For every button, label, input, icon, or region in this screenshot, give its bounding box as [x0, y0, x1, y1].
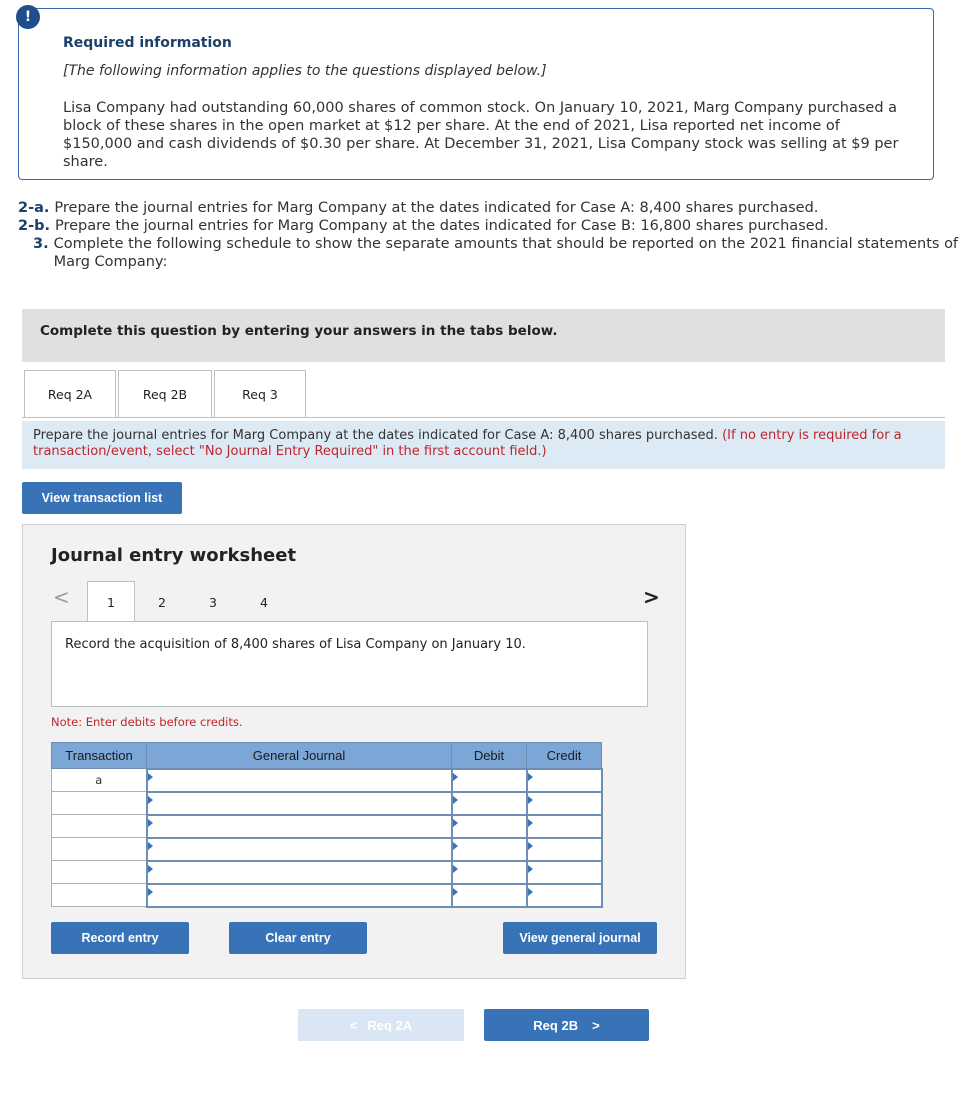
account-field[interactable] — [147, 815, 452, 838]
question-list — [18, 199, 968, 271]
question-number: 3. — [33, 236, 49, 252]
debit-field[interactable] — [452, 884, 527, 907]
transaction-cell — [52, 838, 147, 861]
table-row — [52, 792, 602, 815]
tab-divider — [22, 417, 945, 418]
transaction-cell — [52, 861, 147, 884]
next-entry-arrow-icon[interactable]: > — [643, 585, 660, 609]
table-row — [52, 884, 602, 907]
account-field[interactable] — [147, 884, 452, 907]
journal-table — [51, 742, 603, 908]
view-general-journal-button[interactable]: View general journal — [503, 922, 657, 954]
tab-req-3[interactable]: Req 3 — [214, 370, 306, 418]
transaction-cell — [52, 792, 147, 815]
previous-requirement-label: Req 2A — [367, 1017, 413, 1033]
entry-description: Record the acquisition of 8,400 shares of Lisa Company on January 10. — [65, 637, 526, 652]
transaction-cell — [52, 815, 147, 838]
account-field[interactable] — [147, 769, 452, 792]
instruction-bar — [22, 309, 945, 362]
question-text: Complete the following schedule to show the separate amounts that should be reported on the 2021 financial statements of Marg Company: — [53, 236, 959, 270]
journal-entry-worksheet — [22, 524, 686, 979]
clear-entry-button[interactable]: Clear entry — [229, 922, 367, 954]
debit-field[interactable] — [452, 861, 527, 884]
question-number: 2-b. — [18, 218, 50, 234]
debit-field[interactable] — [452, 815, 527, 838]
table-row — [52, 769, 602, 792]
question-item — [18, 199, 968, 217]
worksheet-page-4[interactable]: 4 — [260, 594, 268, 610]
column-header-general-journal: General Journal — [147, 743, 452, 769]
previous-entry-arrow-icon[interactable]: < — [53, 585, 70, 609]
worksheet-title: Journal entry worksheet — [51, 545, 297, 566]
credit-field[interactable] — [527, 815, 602, 838]
required-info-title: Required information — [63, 35, 232, 51]
debit-field[interactable] — [452, 769, 527, 792]
transaction-cell — [52, 884, 147, 907]
required-information-box — [18, 8, 934, 180]
debit-field[interactable] — [452, 838, 527, 861]
question-text: Prepare the journal entries for Marg Company at the dates indicated for Case A: 8,400 shares purchased. — [54, 200, 819, 216]
question-item — [18, 235, 968, 271]
column-header-credit: Credit — [527, 743, 602, 769]
view-transaction-list-button[interactable]: View transaction list — [22, 482, 182, 514]
credit-field[interactable] — [527, 884, 602, 907]
question-text: Prepare the journal entries for Marg Company at the dates indicated for Case B: 16,800 shares purchased. — [55, 218, 829, 234]
chevron-right-icon: > — [592, 1017, 600, 1033]
credit-field[interactable] — [527, 769, 602, 792]
journal-table-header — [52, 743, 602, 769]
tab-req-2a[interactable]: Req 2A — [24, 370, 116, 418]
debit-field[interactable] — [452, 792, 527, 815]
requirement-text: Prepare the journal entries for Marg Company at the dates indicated for Case A: 8,400 shares purchased. — [33, 428, 718, 443]
column-header-transaction: Transaction — [52, 743, 147, 769]
next-requirement-label: Req 2B — [533, 1017, 579, 1033]
worksheet-page-3[interactable]: 3 — [209, 594, 217, 610]
entry-description-box — [51, 621, 648, 707]
tab-req-2b[interactable]: Req 2B — [118, 370, 212, 418]
alert-icon: ! — [16, 5, 40, 29]
transaction-cell: a — [52, 769, 147, 792]
worksheet-page-1[interactable]: 1 — [87, 581, 135, 623]
account-field[interactable] — [147, 838, 452, 861]
table-row — [52, 815, 602, 838]
worksheet-page-2[interactable]: 2 — [158, 594, 166, 610]
question-number: 2-a. — [18, 200, 50, 216]
column-header-debit: Debit — [452, 743, 527, 769]
required-info-body: Lisa Company had outstanding 60,000 shares of common stock. On January 10, 2021, Marg Company purchased a block of these shares in the open market at $12 per share. At the end of 2021, Lisa reported net income of $150,000 and cash dividends of $0.30 per share. At December 31, 2021, Lisa Company stock was selling at $9 per share. — [63, 100, 899, 170]
credit-field[interactable] — [527, 861, 602, 884]
table-row — [52, 861, 602, 884]
instruction-text: Complete this question by entering your answers in the tabs below. — [40, 323, 558, 339]
debits-note: Note: Enter debits before credits. — [51, 715, 243, 729]
chevron-left-icon: < — [349, 1017, 358, 1033]
requirement-instructions — [22, 421, 945, 469]
required-info-subtitle: [The following information applies to the questions displayed below.] — [63, 63, 547, 79]
previous-requirement-button[interactable] — [298, 1009, 464, 1041]
table-row — [52, 838, 602, 861]
account-field[interactable] — [147, 861, 452, 884]
question-item — [18, 217, 968, 235]
credit-field[interactable] — [527, 838, 602, 861]
record-entry-button[interactable]: Record entry — [51, 922, 189, 954]
requirement-tabs — [24, 370, 308, 418]
requirement-instructions-text — [33, 428, 938, 460]
credit-field[interactable] — [527, 792, 602, 815]
account-field[interactable] — [147, 792, 452, 815]
next-requirement-button[interactable] — [484, 1009, 649, 1041]
requirement-note: (If no entry is required for a transaction/event, select "No Journal Entry Required" in the first account field.) — [33, 428, 902, 459]
